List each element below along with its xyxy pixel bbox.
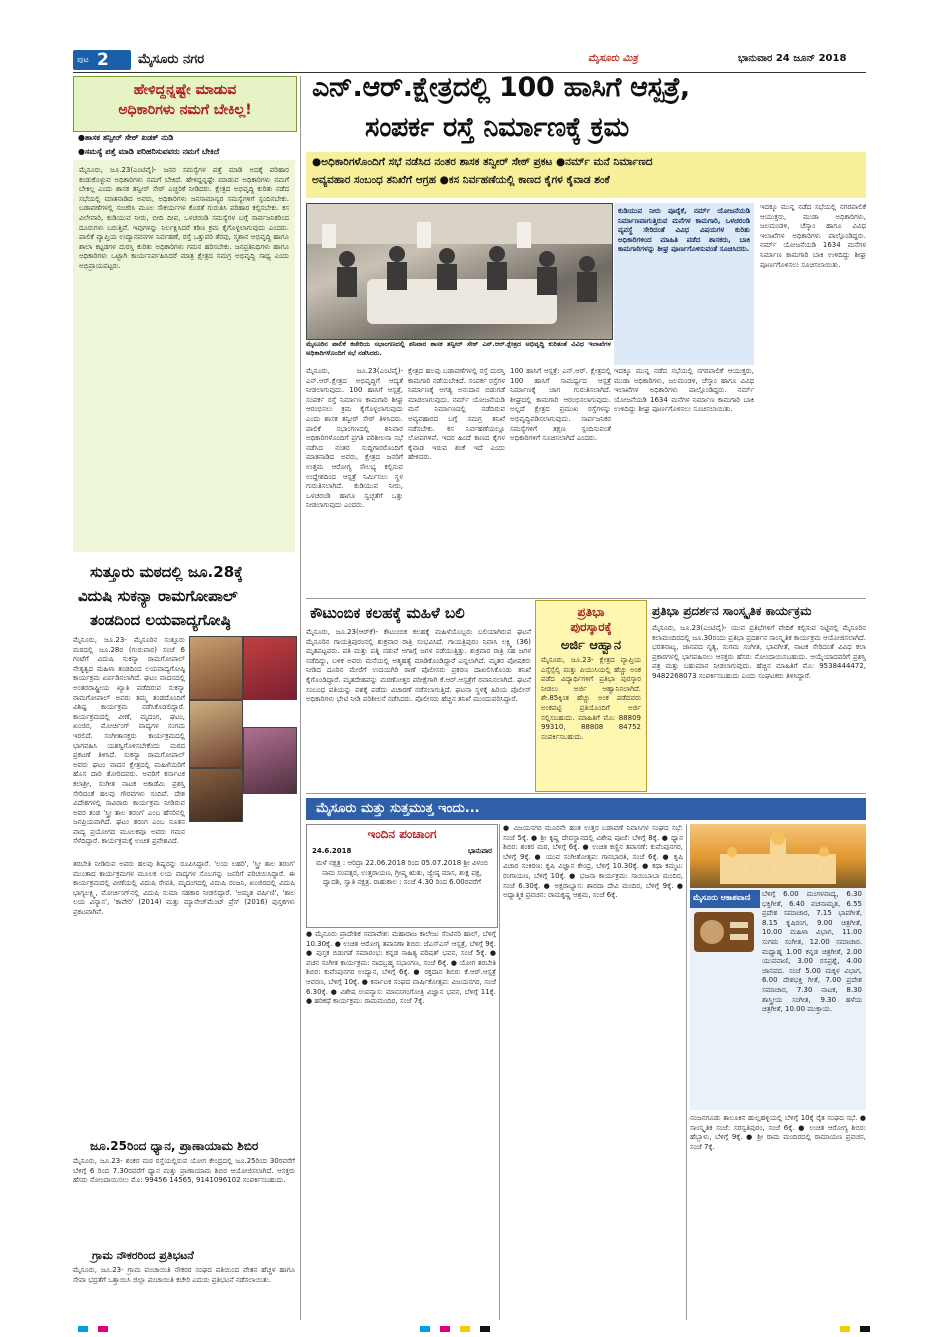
today-banner xyxy=(306,798,866,820)
panchanga-box xyxy=(306,824,498,928)
award-story xyxy=(535,600,647,792)
concert-photo-3 xyxy=(189,700,243,768)
award-headline-1: ಪ್ರತಿಭಾ xyxy=(577,605,605,619)
concert-headline-2: ವಿದುಷಿ ಸುಕನ್ಯಾ ರಾಮಗೋಪಾಲ್ xyxy=(78,587,238,605)
left-top-headline-box xyxy=(73,76,297,132)
family-headline: ಕೌಟುಂಬಿಕ ಕಲಹಕ್ಕೆ ಮಹಿಳೆ ಬಲಿ xyxy=(310,604,465,622)
lead-body-col-3: 100 ಹಾಸಿಗೆ ಆಸ್ಪತ್ರೆ: ಎನ್.ಆರ್. ಕ್ಷೇತ್ರದಲ್ಲಿ 100 ಹಾಸಿಗೆ ಸಾಮರ್ಥ್ಯದ ಆಸ್ಪತ್ರೆ ನಿರ್ಮಾಣಕ್ಕೆ ಜಾಗ ಗುರುತಿಸಲಾಗಿದೆ. ಶೀಘ್ರದಲ್ಲಿ ಕಾಮಗಾರಿ ಆರಂಭಿಸಲಾಗುವುದು. ಅಲ್ಲದೆ ಕ್ಷೇತ್ರದ ಪ್ರಮುಖ ರಸ್ತೆಗಳನ್ನು ಅಭಿವೃದ್ಧಿಪಡಿಸಲಾಗುವುದು. ಸಾರ್ವಜನಿಕರ ಸಮಸ್ಯೆಗಳಿಗೆ ತಕ್ಷಣ ಸ್ಪಂದಿಸುವಂತೆ ಅಧಿಕಾರಿಗಳಿಗೆ ಸೂಚಿಸಲಾಗಿದೆ ಎಂದರು. xyxy=(510,367,611,443)
family-body: ಮೈಸೂರು, ಜೂ.23(ಆರ್‌ಕೆ)- ಕೌಟುಂಬಿಕ ಕಲಹಕ್ಕೆ ಮಹಿಳೆಯೊಬ್ಬರು ಬಲಿಯಾಗಿರುವ ಘಟನೆ ಮೈಸೂರಿನ ಗಾಯತ್ರಿಪುರಂನಲ್ಲಿ ಶುಕ್ರವಾರ ರಾತ್ರಿ ಸಂಭವಿಸಿದೆ. ಗಾಯತ್ರಿಪುರಂ ನಿವಾಸಿ ಲಕ್ಷ್ಮಿ (36) ಮೃತಪಟ್ಟವರು. ಪತಿ ಮತ್ತು ಪತ್ನಿ ನಡುವೆ ಆಗಾಗ್ಗೆ ಜಗಳ ನಡೆಯುತ್ತಿತ್ತು. ಶುಕ್ರವಾರ ರಾತ್ರಿ ಸಹ ಜಗಳ ನಡೆದಿದ್ದು, ಬಳಿಕ ಅವರು ಮನೆಯಲ್ಲಿ ಆತ್ಮಹತ್ಯೆ ಮಾಡಿಕೊಂಡಿದ್ದಾರೆ ಎನ್ನಲಾಗಿದೆ. ಮೃತರ ಪೋಷಕರು ನೀಡಿದ ದೂರಿನ ಮೇರೆಗೆ ಉದಯಗಿರಿ ಠಾಣೆ ಪೊಲೀಸರು ಪ್ರಕರಣ ದಾಖಲಿಸಿಕೊಂಡು ತನಿಖೆ ಕೈಗೊಂಡಿದ್ದಾರೆ. ಮೃತದೇಹವನ್ನು ಮರಣೋತ್ತರ ಪರೀಕ್ಷೆಗಾಗಿ ಕೆ.ಆರ್.ಆಸ್ಪತ್ರೆಗೆ ರವಾನಿಸಲಾಗಿದೆ. ಘಟನೆ ಸಂಬಂಧ ಪತಿಯನ್ನು ವಶಕ್ಕೆ ಪಡೆದು ವಿಚಾರಣೆ ನಡೆಸಲಾಗುತ್ತಿದೆ. ಘಟನಾ ಸ್ಥಳಕ್ಕೆ ಹಿರಿಯ ಪೊಲೀಸ್ ಅಧಿಕಾರಿಗಳು ಭೇಟಿ ನೀಡಿ ಪರಿಶೀಲನೆ ನಡೆಸಿದರು. ಪೊಲೀಸರು ಹೆಚ್ಚಿನ ತನಿಖೆ ಮುಂದುವರಿಸಿದ್ದಾರೆ. xyxy=(306,628,531,704)
today-rule-2 xyxy=(686,824,687,1320)
left-top-body: ಮೈಸೂರು, ಜೂ.23(ಎಂಟಿವೈ)- ಜನರ ಸಮಸ್ಯೆಗಳ ಪತ್ತೆ ಮಾಡಿ ಅದಕ್ಕೆ ಪರಿಹಾರ ಕಂಡುಕೊಳ್ಳುವ ಅಧಿಕಾರಿಗಳು ನಮಗೆ ಬೇಕಿದೆ. ಹೇಳಿದ್ದನ್ನಷ್ಟೇ ಮಾಡುವ ಅಧಿಕಾರಿಗಳು ನಮಗೆ ಬೇಕಿಲ್ಲ ಎಂದು ಶಾಸಕ ತನ್ವೀರ್ ಸೇಠ್ ಎಚ್ಚರಿಕೆ ನೀಡಿದರು. ಕ್ಷೇತ್ರದ ಅಭಿವೃದ್ಧಿ ಕುರಿತು ನಡೆದ ಸಭೆಯಲ್ಲಿ ಮಾತನಾಡಿದ ಅವರು, ಅಧಿಕಾರಿಗಳು ಜನಸಾಮಾನ್ಯರ ಸಮಸ್ಯೆಗಳಿಗೆ ಸ್ಪಂದಿಸಬೇಕು. ಬಡಾವಣೆಗಳಲ್ಲಿ ಸಂಚರಿಸಿ ಮೂಲ ಸೌಕರ್ಯಗಳ ಕೊರತೆ ಗುರುತಿಸಿ ಪರಿಹಾರ ಕಲ್ಪಿಸಬೇಕು. ಕಸ ವಿಲೇವಾರಿ, ಕುಡಿಯುವ ನೀರು, ಬೀದಿ ದೀಪ, ಒಳಚರಂಡಿ ಸಮಸ್ಯೆಗಳ ಬಗ್ಗೆ ಸಾರ್ವಜನಿಕರಿಂದ ದೂರುಗಳು ಬರುತ್ತಿವೆ. ಇವುಗಳನ್ನು ನಿರ್ಲಕ್ಷಿಸಿದರೆ ಕಠಿಣ ಕ್ರಮ ಕೈಗೊಳ್ಳಲಾಗುವುದು ಎಂದರು. ಪಾಲಿಕೆ ವ್ಯಾಪ್ತಿಯ ಉದ್ಯಾನವನಗಳ ನಿರ್ವಹಣೆ, ರಸ್ತೆ ಒತ್ತುವರಿ ತೆರವು, ಸ್ಮಶಾನ ಅಭಿವೃದ್ಧಿ ಹಾಗೂ ಶಾಲಾ ಕಟ್ಟಡಗಳ ದುರಸ್ತಿ ಕುರಿತು ಅಧಿಕಾರಿಗಳು ಗಮನ ಹರಿಸಬೇಕು. ಜನಪ್ರತಿನಿಧಿಗಳು ಹಾಗೂ ಅಧಿಕಾರಿಗಳು ಒಟ್ಟಾಗಿ ಕಾರ್ಯನಿರ್ವಹಿಸಿದರೆ ಮಾತ್ರ ಕ್ಷೇತ್ರದ ಸಮಗ್ರ ಅಭಿವೃದ್ಧಿ ಸಾಧ್ಯ ಎಂದು ಅಭಿಪ್ರಾಯಪಟ್ಟರು. xyxy=(79,166,289,270)
palace-image xyxy=(690,824,866,888)
yoga-headline: ಜೂ.25ರಿಂದ ಧ್ಯಾನ, ಪ್ರಾಣಾಯಾಮ ಶಿಬಿರ xyxy=(90,1139,259,1153)
award-headline-3: ಅರ್ಜಿ ಆಹ್ವಾನ xyxy=(560,638,622,653)
lead-headline-2: ಸಂಪರ್ಕ ರಸ್ತೆ ನಿರ್ಮಾಣಕ್ಕೆ ಕ್ರಮ xyxy=(365,112,629,143)
lead-highlight-box xyxy=(614,203,754,365)
concert-body-2: ತರಬೇತಿ ನೀಡಿರುವ ಅವರು ಹಲವು ಶಿಷ್ಯರನ್ನು ರೂಪಿಸಿದ್ದಾರೆ. 'ಲಯ ಲಹರಿ', 'ಸ್ತ್ರೀ ತಾಲ ತರಂಗ' ಮುಂತಾದ ಕಾರ್ಯಕ್ರಮಗಳ ಮೂಲಕ ಲಯ ವಾದ್ಯಗಳ ಸೊಬಗನ್ನು ಜನರಿಗೆ ಪರಿಚಯಿಸಿದ್ದಾರೆ. ಈ ಕಾರ್ಯಕ್ರಮದಲ್ಲಿ ವೀಣೆಯಲ್ಲಿ ವಿದುಷಿ ರೇವತಿ, ಮೃದಂಗದಲ್ಲಿ ವಿದುಷಿ ರಂಜನಿ, ಖಂಜಿರದಲ್ಲಿ ವಿದುಷಿ ಭಾಗ್ಯಲಕ್ಷ್ಮಿ, ಮೋರ್ಚಿಂಗ್‌ನಲ್ಲಿ ವಿದುಷಿ ಸುಮಾ ಸಹಕಾರ ನೀಡಲಿದ್ದಾರೆ. 'ಅಮೃತ ವರ್ಷಿಣಿ', 'ತಾಲ ಲಯ ವಿನ್ಯಾಸ', 'ಕಾವೇರಿ' (2014) ಮತ್ತು ಮ್ಯಾನೇಜ್‌ಮೆಂಟ್ ಪ್ರೆಸ್ (2016) ಪುಸ್ತಕಗಳು ಪ್ರಕಟವಾಗಿವೆ. xyxy=(73,860,295,916)
protest-body: ಮೈಸೂರು, ಜೂ.23- ಗ್ರಾಮ ಪಂಚಾಯಿತಿ ನೌಕರರ ಸಂಘದ ವತಿಯಿಂದ ವೇತನ ಹೆಚ್ಚಳ ಹಾಗೂ ಸೇವಾ ಭದ್ರತೆಗೆ ಒತ್ತಾಯಿಸಿ ಜಿಲ್ಲಾ ಪಂಚಾಯಿತಿ ಕಚೇರಿ ಎದುರು ಪ್ರತಿಭಟನೆ ನಡೆಸಲಾಯಿತು. xyxy=(73,1266,295,1284)
concert-headline-1: ಸುತ್ತೂರು ಮಠದಲ್ಲಿ ಜೂ.28ಕ್ಕೆ xyxy=(90,563,243,581)
today-banner-text: ಮೈಸೂರು ಮತ್ತು ಸುತ್ತಮುತ್ತ ಇಂದು... xyxy=(316,801,480,816)
lead-photo-meeting xyxy=(306,203,613,340)
left-top-bullet-2: ●ಸಮಸ್ಯೆ ಪತ್ತೆ ಮಾಡಿ ಪರಿಹರಿಸುವವರು ನಮಗೆ ಬೇಕಿದೆ xyxy=(78,147,220,156)
meeting-photo-graphic xyxy=(307,204,612,339)
concert-headline-3: ತಂಡದಿಂದ ಲಯವಾದ್ಯಗೋಷ್ಠಿ xyxy=(90,611,231,629)
concert-photo-4 xyxy=(189,768,243,822)
lead-body-col-1: ಮೈಸೂರು, ಜೂ.23(ಎಂಟಿವೈ)- ಎನ್.ಆರ್.ಕ್ಷೇತ್ರದ ಅಭಿವೃದ್ಧಿಗೆ ಆದ್ಯತೆ ನೀಡಲಾಗುವುದು. 100 ಹಾಸಿಗೆ ಆಸ್ಪತ್ರೆ, ಸಂಪರ್ಕ ರಸ್ತೆ ನಿರ್ಮಾಣ ಕಾಮಗಾರಿ ಶೀಘ್ರ ಆರಂಭಿಸಲು ಕ್ರಮ ಕೈಗೊಳ್ಳಲಾಗುವುದು ಎಂದು ಶಾಸಕ ತನ್ವೀರ್ ಸೇಠ್ ತಿಳಿಸಿದರು. ಪಾಲಿಕೆ ಸಭಾಂಗಣದಲ್ಲಿ ಶನಿವಾರ ಅಧಿಕಾರಿಗಳೊಂದಿಗೆ ಪ್ರಗತಿ ಪರಿಶೀಲನಾ ಸಭೆ ನಡೆಸಿದ ನಂತರ ಸುದ್ದಿಗಾರರೊಂದಿಗೆ ಮಾತನಾಡಿದ ಅವರು, ಕ್ಷೇತ್ರದ ಜನರಿಗೆ ಉತ್ತಮ ಆರೋಗ್ಯ ಸೌಲಭ್ಯ ಕಲ್ಪಿಸುವ ಉದ್ದೇಶದಿಂದ ಆಸ್ಪತ್ರೆ ನಿರ್ಮಿಸಲು ಸ್ಥಳ ಗುರುತಿಸಲಾಗಿದೆ. ಕುಡಿಯುವ ನೀರು, ಒಳಚರಂಡಿ ಹಾಗೂ ಸ್ವಚ್ಛತೆಗೆ ಒತ್ತು ನೀಡಲಾಗುವುದು ಎಂದರು. xyxy=(306,367,403,510)
lead-photo-caption: ಮೈಸೂರಿನ ಪಾಲಿಕೆ ಕಚೇರಿಯ ಸಭಾಂಗಣದಲ್ಲಿ ಶನಿವಾರ ಶಾಸಕ ತನ್ವೀರ್ ಸೇಠ್ ಎನ್.ಆರ್.ಕ್ಷೇತ್ರದ ಅಭಿವೃದ್ಧಿ ಕುರಿತಂತೆ ವಿವಿಧ ಇಲಾಖೆಗಳ ಅಧಿಕಾರಿಗಳೊಂದಿಗೆ ಸಭೆ ನಡೆಸಿದರು. xyxy=(306,340,611,357)
left-top-bullet-1: ●ಶಾಸಕ ತನ್ವೀರ್ ಸೇಠ್ ಖಡಕ್ ನುಡಿ xyxy=(78,133,174,142)
left-column-rule xyxy=(300,76,301,1320)
left-top-body-box xyxy=(73,160,295,552)
mid-rule xyxy=(306,793,866,794)
concert-photo-5 xyxy=(243,727,297,794)
bottom-right-events: ನಂಜನಗೂಡು ತಾಲೂಕಿನ ಹುಲ್ಲಹಳ್ಳಿಯಲ್ಲಿ ಬೆಳಿಗ್ಗೆ 10ಕ್ಕೆ ರೈತ ಸಂಘದ ಸಭೆ. ● ಸಾಂಸ್ಕೃತಿಕ ಸಂಜೆ: ಸರಸ್ವತಿಪುರಂ, ಸಂಜೆ 6ಕ್ಕೆ. ● ಉಚಿತ ಆರೋಗ್ಯ ಶಿಬಿರ: ಹೆಬ್ಬಾಳು, ಬೆಳಿಗ್ಗೆ 9ಕ್ಕೆ. ● ಶ್ರೀ ರಾಮ ಮಂದಿರದಲ್ಲಿ ರಾಮಾಯಣ ಪ್ರವಚನ, ಸಂಜೆ 7ಕ್ಕೆ. xyxy=(690,1114,866,1151)
lead-bottom-rule xyxy=(306,598,866,599)
protest-headline: ಗ್ರಾಮ ನೌಕರರಿಂದ ಪ್ರತಿಭಟನೆ xyxy=(92,1249,194,1262)
page-label: ಪುಟ xyxy=(77,55,89,64)
masthead: ಮೈಸೂರು ಮಿತ್ರ xyxy=(588,53,638,64)
award-body: ಮೈಸೂರು, ಜೂ.23- ಕ್ಷೇತ್ರದ ವ್ಯಾಪ್ತಿಯ ಎಸ್ಸೆಸ್ಸೆಲ್ಸಿ ಮತ್ತು ಪಿಯುಸಿಯಲ್ಲಿ ಹೆಚ್ಚು ಅಂಕ ಪಡೆದ ವಿದ್ಯಾರ್ಥಿಗಳಿಗೆ ಪ್ರತಿಭಾ ಪುರಸ್ಕಾರ ನೀಡಲು ಅರ್ಜಿ ಆಹ್ವಾನಿಸಲಾಗಿದೆ. ಶೇ.85ಕ್ಕಿಂತ ಹೆಚ್ಚು ಅಂಕ ಪಡೆದವರು ಅಂಕಪಟ್ಟಿ ಪ್ರತಿಯೊಂದಿಗೆ ಅರ್ಜಿ ಸಲ್ಲಿಸಬಹುದು. ಮಾಹಿತಿಗೆ ಮೊ: 88809 99310, 88808 84752 ಸಂಪರ್ಕಿಸಬಹುದು. xyxy=(541,656,641,741)
panchanga-title: ಇಂದಿನ ಪಂಚಾಂಗ xyxy=(367,827,437,841)
concert-photo-2 xyxy=(243,636,297,700)
issue-date: ಭಾನುವಾರ 24 ಜೂನ್ 2018 xyxy=(738,53,847,64)
lead-subhead-bar xyxy=(306,152,866,198)
page-number-box xyxy=(73,50,131,70)
panchanga-day: ಭಾನುವಾರ xyxy=(467,847,492,855)
today-events-col-2: ● ವಿಜಯನಗರ ಮೂರನೇ ಹಂತ ಉತ್ತರ ಬಡಾವಣೆ ನಿವಾಸಿಗಳ ಸಂಘದ ಸಭೆ: ಸಂಜೆ 5ಕ್ಕೆ. ● ಶ್ರೀ ಕೃಷ್ಣ ದೇವಸ್ಥಾನದಲ್ಲಿ ವಿಶೇಷ ಪೂಜೆ: ಬೆಳಿಗ್ಗೆ 8ಕ್ಕೆ. ● ಧ್ಯಾನ ಶಿಬಿರ: ಶಂಕರ ಮಠ, ಬೆಳಿಗ್ಗೆ 6ಕ್ಕೆ. ● ಉಚಿತ ಕಣ್ಣಿನ ತಪಾಸಣೆ: ಕುವೆಂಪುನಗರ, ಬೆಳಿಗ್ಗೆ 9ಕ್ಕೆ. ● ಯುವ ಸಂಗೀತೋತ್ಸವ: ಗಾನಭಾರತಿ, ಸಂಜೆ 6ಕ್ಕೆ. ● ಕೃಷಿ ವಿಚಾರ ಸಂಕಿರಣ: ಕೃಷಿ ವಿಜ್ಞಾನ ಕೇಂದ್ರ, ಬೆಳಿಗ್ಗೆ 10.30ಕ್ಕೆ. ● ಕಥಾ ಕಮ್ಮಟ: ರಂಗಾಯಣ, ಬೆಳಿಗ್ಗೆ 10ಕ್ಕೆ. ● ಭಜನಾ ಕಾರ್ಯಕ್ರಮ: ಸಾಯಿಬಾಬಾ ಮಂದಿರ, ಸಂಜೆ 6.30ಕ್ಕೆ. ● ಅಕ್ಷರಾಭ್ಯಾಸ: ಶಾರದಾ ದೇವಿ ಮಂದಿರ, ಬೆಳಿಗ್ಗೆ 9ಕ್ಕೆ. ● ಅಧ್ಯಾತ್ಮಿಕ ಪ್ರವಚನ: ರಾಮಕೃಷ್ಣ ಆಶ್ರಮ, ಸಂಜೆ 6ಕ್ಕೆ. xyxy=(503,824,683,900)
lead-highlight-text: ಕುಡಿಯುವ ನೀರು ಪೂರೈಕೆ, ನರ್ಮ್ ಯೋಜನೆಯಡಿ ನಿರ್ಮಾಣವಾಗುತ್ತಿರುವ ಮನೆಗಳ ಕಾಮಗಾರಿ, ಒಳಚರಂಡಿ ವ್ಯವಸ್ಥೆ ಸೇರಿದಂತೆ ವಿವಿಧ ವಿಷಯಗಳ ಕುರಿತು ಅಧಿಕಾರಿಗಳಿಂದ ಮಾಹಿತಿ ಪಡೆದ ಶಾಸಕರು, ಬಾಕಿ ಕಾಮಗಾರಿಗಳನ್ನು ಶೀಘ್ರ ಪೂರ್ಣಗೊಳಿಸುವಂತೆ ಸೂಚಿಸಿದರು. xyxy=(618,207,750,254)
radio-schedule: ಬೆಳಿಗ್ಗೆ 6.00 ಮಂಗಳವಾದ್ಯ, 6.30 ಭಕ್ತಿಗೀತೆ, 6.40 ವಚನಾಮೃತ, 6.55 ಪ್ರದೇಶ ಸಮಾಚಾರ, 7.15 ಭಾವಗೀತೆ, 8.15 ಕೃಷಿರಂಗ, 9.00 ಚಿತ್ರಗೀತೆ, 10.00 ಮಹಿಳಾ ವಿಭಾಗ, 11.00 ಸುಗಮ ಸಂಗೀತ, 12.00 ಸಮಾಚಾರ. ಮಧ್ಯಾಹ್ನ 1.00 ಕನ್ನಡ ಚಿತ್ರಗೀತೆ, 2.00 ಯುವವಾಣಿ, 3.00 ರಸಪ್ರಶ್ನೆ, 4.00 ಜಾನಪದ. ಸಂಜೆ 5.00 ಮಕ್ಕಳ ವಿಭಾಗ, 6.00 ದೇಶಭಕ್ತಿ ಗೀತೆ, 7.00 ಪ್ರದೇಶ ಸಮಾಚಾರ, 7.30 ನಾಟಕ, 8.30 ಶಾಸ್ತ್ರೀಯ ಸಂಗೀತ, 9.30 ಹಳೆಯ ಚಿತ್ರಗೀತೆ, 10.00 ಮುಕ್ತಾಯ. xyxy=(762,890,862,1014)
lead-body-col-4: ಇದಕ್ಕೂ ಮುನ್ನ ನಡೆದ ಸಭೆಯಲ್ಲಿ ನಗರಪಾಲಿಕೆ ಆಯುಕ್ತರು, ಮುಡಾ ಅಧಿಕಾರಿಗಳು, ಜಲಮಂಡಳಿ, ಚೆಸ್ಕಾಂ ಹಾಗೂ ವಿವಿಧ ಇಲಾಖೆಗಳ ಅಧಿಕಾರಿಗಳು ಪಾಲ್ಗೊಂಡಿದ್ದರು. ನರ್ಮ್ ಯೋಜನೆಯಡಿ 1634 ಮನೆಗಳ ನಿರ್ಮಾಣ ಕಾಮಗಾರಿ ಬಾಕಿ ಉಳಿದಿದ್ದು ಶೀಘ್ರ ಪೂರ್ಣಗೊಳಿಸಲು ಸೂಚಿಸಲಾಯಿತು. xyxy=(614,367,754,414)
cultural-body: ಮೈಸೂರು, ಜೂ.23(ಎಂಟಿವೈ)- ಯುವ ಪ್ರತಿಭೆಗಳಿಗೆ ವೇದಿಕೆ ಕಲ್ಪಿಸುವ ನಿಟ್ಟಿನಲ್ಲಿ ಮೈಸೂರಿನ ಕಲಾಮಂದಿರದಲ್ಲಿ ಜೂ.30ರಂದು ಪ್ರತಿಭಾ ಪ್ರದರ್ಶನ ಸಾಂಸ್ಕೃತಿಕ ಕಾರ್ಯಕ್ರಮ ಆಯೋಜಿಸಲಾಗಿದೆ. ಭರತನಾಟ್ಯ, ಜಾನಪದ ನೃತ್ಯ, ಸುಗಮ ಸಂಗೀತ, ಭಾವಗೀತೆ, ನಾಟಕ ಸೇರಿದಂತೆ ವಿವಿಧ ಕಲಾ ಪ್ರಕಾರಗಳಲ್ಲಿ ಭಾಗವಹಿಸಲು ಆಸಕ್ತರು ಹೆಸರು ನೋಂದಾಯಿಸಬಹುದು. ಆಯ್ಕೆಯಾದವರಿಗೆ ಪ್ರಶಸ್ತಿ ಪತ್ರ ಮತ್ತು ಬಹುಮಾನ ನೀಡಲಾಗುವುದು. ಹೆಚ್ಚಿನ ಮಾಹಿತಿಗೆ ಮೊ: 9538444472, 9482268073 ಸಂಪರ್ಕಿಸಬಹುದು ಎಂದು ಸಂಘಟಕರು ತಿಳಿಸಿದ್ದಾರೆ. xyxy=(652,624,866,680)
radio-icon xyxy=(694,912,754,952)
radio-title: ಮೈಸೂರು ಆಕಾಶವಾಣಿ xyxy=(693,893,751,902)
cultural-headline: ಪ್ರತಿಭಾ ಪ್ರದರ್ಶನ ಸಾಂಸ್ಕೃತಿಕ ಕಾರ್ಯಕ್ರಮ xyxy=(652,604,812,618)
radio-box xyxy=(690,824,866,1110)
lead-subhead-2: ಅವ್ಯವಹಾರ ಸಂಬಂಧ ತನಿಖೆಗೆ ಆಗ್ರಹ ●ಕಸ ನಿರ್ವಹಣೆಯಲ್ಲಿ ಕಾಣದ ಕೈಗಳ ಕೈವಾಡ ಶಂಕೆ xyxy=(312,174,610,186)
panchanga-body: ಮಳೆ ನಕ್ಷತ್ರ : ಆರಿದ್ರಾ 22.06.2018 ರಿಂದ 05.07.2018 ಶ್ರೀ ವಿಳಂಬಿ ನಾಮ ಸಂವತ್ಸರ, ಉತ್ತರಾಯಣ, ಗ್ರೀಷ್ಮ ಋತು, ಜ್ಯೇಷ್ಠ ಮಾಸ, ಶುಕ್ಲ ಪಕ್ಷ, ದ್ವಾದಶಿ, ಸ್ವಾತಿ ನಕ್ಷತ್ರ. ರಾಹುಕಾಲ : ಸಂಜೆ 4.30 ರಿಂದ 6.00ರವರೆಗೆ xyxy=(316,859,488,887)
page-number: 2 xyxy=(97,50,109,70)
left-top-headline-1: ಹೇಳಿದ್ದನ್ನಷ್ಟೇ ಮಾಡುವ xyxy=(133,82,237,98)
today-events-col-1: ● ಮೈಸೂರು ಪ್ರಾದೇಶಿಕ ಸಮಾವೇಶ: ಮಹಾರಾಜ ಕಾಲೇಜು ಸೆಂಟಿನರಿ ಹಾಲ್, ಬೆಳಿಗ್ಗೆ 10.30ಕ್ಕೆ. ● ಉಚಿತ ಆರೋಗ್ಯ ತಪಾಸಣಾ ಶಿಬಿರ: ಜೆಎಸ್‌ಎಸ್ ಆಸ್ಪತ್ರೆ, ಬೆಳಿಗ್ಗೆ 9ಕ್ಕೆ. ● ಪುಸ್ತಕ ಬಿಡುಗಡೆ ಸಮಾರಂಭ: ಕನ್ನಡ ಸಾಹಿತ್ಯ ಪರಿಷತ್ ಭವನ, ಸಂಜೆ 5ಕ್ಕೆ. ● ವಚನ ಸಂಗೀತ ಕಾರ್ಯಕ್ರಮ: ನಾದಬ್ರಹ್ಮ ಸಭಾಂಗಣ, ಸಂಜೆ 6ಕ್ಕೆ. ● ಯೋಗ ತರಬೇತಿ ಶಿಬಿರ: ಕುವೆಂಪುನಗರ ಉದ್ಯಾನ, ಬೆಳಿಗ್ಗೆ 6ಕ್ಕೆ. ● ರಕ್ತದಾನ ಶಿಬಿರ: ಕೆ.ಆರ್.ಆಸ್ಪತ್ರೆ ಆವರಣ, ಬೆಳಿಗ್ಗೆ 10ಕ್ಕೆ. ● ಕರ್ನಾಟಕ ಸಂಘದ ವಾರ್ಷಿಕೋತ್ಸವ: ವಿಜಯನಗರ, ಸಂಜೆ 6.30ಕ್ಕೆ. ● ವಿಶೇಷ ಉಪನ್ಯಾಸ: ಮಾನಸಗಂಗೋತ್ರಿ ವಿಜ್ಞಾನ ಭವನ, ಬೆಳಿಗ್ಗೆ 11ಕ್ಕೆ. ● ಹರಿಕಥೆ ಕಾರ್ಯಕ್ರಮ: ರಾಮಮಂದಿರ, ಸಂಜೆ 7ಕ್ಕೆ. xyxy=(306,930,496,1006)
today-rule-1 xyxy=(499,824,500,1320)
concert-body: ಮೈಸೂರು, ಜೂ.23- ಮೈಸೂರಿನ ಸುತ್ತೂರು ಮಠದಲ್ಲಿ ಜೂ.28ರ (ಗುರುವಾರ) ಸಂಜೆ 6 ಗಂಟೆಗೆ ವಿದುಷಿ ಸುಕನ್ಯಾ ರಾಮಗೋಪಾಲ್ ನೇತೃತ್ವದ ಮಹಿಳಾ ತಂಡದಿಂದ ಲಯವಾದ್ಯಗೋಷ್ಠಿ ಕಾರ್ಯಕ್ರಮ ಏರ್ಪಡಿಸಲಾಗಿದೆ. ಘಟಂ ವಾದನದಲ್ಲಿ ಅಂತರರಾಷ್ಟ್ರೀಯ ಖ್ಯಾತಿ ಪಡೆದಿರುವ ಸುಕನ್ಯಾ ರಾಮಗೋಪಾಲ್ ಅವರು ತಮ್ಮ ತಂಡದೊಂದಿಗೆ ವಿಶಿಷ್ಟ ಕಾರ್ಯಕ್ರಮ ನಡೆಸಿಕೊಡಲಿದ್ದಾರೆ. ಕಾರ್ಯಕ್ರಮದಲ್ಲಿ ವೀಣೆ, ಮೃದಂಗ, ಘಟಂ, ಖಂಜಿರ, ಮೋರ್ಚಿಂಗ್ ವಾದ್ಯಗಳ ಸಂಗಮ ಇರಲಿದೆ. ಸಂಗೀತಾಸಕ್ತರು ಕಾರ್ಯಕ್ರಮದಲ್ಲಿ ಭಾಗವಹಿಸಿ ಯಶಸ್ವಿಗೊಳಿಸಬೇಕೆಂದು ಮಠದ ಪ್ರಕಟಣೆ ತಿಳಿಸಿದೆ. ಸುಕನ್ಯಾ ರಾಮಗೋಪಾಲ್ ಅವರು ಘಟಂ ವಾದನ ಕ್ಷೇತ್ರದಲ್ಲಿ ಮಹಿಳೆಯರಿಗೆ ಹೊಸ ದಾರಿ ತೋರಿದವರು. ಅವರಿಗೆ ಕರ್ನಾಟಕ ಕಲಾಶ್ರೀ, ಸಂಗೀತ ನಾಟಕ ಅಕಾಡೆಮಿ ಪ್ರಶಸ್ತಿ ಸೇರಿದಂತೆ ಹಲವು ಗೌರವಗಳು ಸಂದಿವೆ. ದೇಶ ವಿದೇಶಗಳಲ್ಲಿ ಸಾವಿರಾರು ಕಾರ್ಯಕ್ರಮ ನೀಡಿರುವ ಅವರ ತಂಡ 'ಸ್ತ್ರೀ ತಾಲ ತರಂಗ' ಎಂಬ ಹೆಸರಿನಲ್ಲಿ ಜನಪ್ರಿಯವಾಗಿದೆ. ಘಟಂ ತರಂಗ ಎಂಬ ನೂತನ ವಾದ್ಯ ಪ್ರಯೋಗದ ಮೂಲಕವೂ ಅವರು ಗಮನ ಸೆಳೆದಿದ್ದಾರೆ. ಕಾರ್ಯಕ್ರಮಕ್ಕೆ ಉಚಿತ ಪ್ರವೇಶವಿದೆ. xyxy=(73,636,185,846)
left-top-headline-2: ಅಧಿಕಾರಿಗಳು ನಮಗೆ ಬೇಕಿಲ್ಲ! xyxy=(118,102,252,118)
award-headline-2: ಪುರಸ್ಕಾರಕ್ಕೆ xyxy=(570,620,612,634)
yoga-body: ಮೈಸೂರು, ಜೂ.23- ಶಂಕರ ಮಠ ರಸ್ತೆಯಲ್ಲಿರುವ ಯೋಗ ಕೇಂದ್ರದಲ್ಲಿ ಜೂ.25ರಿಂದ 30ರವರೆಗೆ ಬೆಳಿಗ್ಗೆ 6 ರಿಂದ 7.30ರವರೆಗೆ ಧ್ಯಾನ ಮತ್ತು ಪ್ರಾಣಾಯಾಮ ಶಿಬಿರ ಆಯೋಜಿಸಲಾಗಿದೆ. ಆಸಕ್ತರು ಹೆಸರು ನೋಂದಾಯಿಸಲು ಮೊ: 99456 14565, 9141096102 ಸಂಪರ್ಕಿಸಬಹುದು. xyxy=(73,1157,295,1185)
lead-subhead-1: ●ಅಧಿಕಾರಿಗಳೊಂದಿಗೆ ಸಭೆ ನಡೆಸಿದ ನಂತರ ಶಾಸಕ ತನ್ವೀರ್ ಸೇಠ್ ಪ್ರಕಟ ●ನರ್ಮ್ ಮನೆ ನಿರ್ಮಾಣದ xyxy=(312,156,653,168)
concert-photo-1 xyxy=(189,636,243,700)
section-name: ಮೈಸೂರು ನಗರ xyxy=(138,52,205,67)
palace-graphic xyxy=(690,824,866,888)
lead-headline-1: ಎನ್.ಆರ್.ಕ್ಷೇತ್ರದಲ್ಲಿ 100 ಹಾಸಿಗೆ ಆಸ್ಪತ್ರೆ, xyxy=(312,72,690,103)
panchanga-date: 24.6.2018 xyxy=(312,847,352,855)
lead-body-col-5: ಇದಕ್ಕೂ ಮುನ್ನ ನಡೆದ ಸಭೆಯಲ್ಲಿ ನಗರಪಾಲಿಕೆ ಆಯುಕ್ತರು, ಮುಡಾ ಅಧಿಕಾರಿಗಳು, ಜಲಮಂಡಳಿ, ಚೆಸ್ಕಾಂ ಹಾಗೂ ವಿವಿಧ ಇಲಾಖೆಗಳ ಅಧಿಕಾರಿಗಳು ಪಾಲ್ಗೊಂಡಿದ್ದರು. ನರ್ಮ್ ಯೋಜನೆಯಡಿ 1634 ಮನೆಗಳ ನಿರ್ಮಾಣ ಕಾಮಗಾರಿ ಬಾಕಿ ಉಳಿದಿದ್ದು ಶೀಘ್ರ ಪೂರ್ಣಗೊಳಿಸಲು ಸೂಚಿಸಲಾಯಿತು. xyxy=(760,203,866,269)
radio-title-band xyxy=(690,890,760,908)
lead-body-col-2: ಕ್ಷೇತ್ರದ ಹಲವು ಬಡಾವಣೆಗಳಲ್ಲಿ ರಸ್ತೆ ದುರಸ್ತಿ ಕಾಮಗಾರಿ ನಡೆಯಬೇಕಿದೆ. ಸಂಪರ್ಕ ರಸ್ತೆಗಳ ನಿರ್ಮಾಣಕ್ಕೆ ಅಗತ್ಯ ಅನುದಾನ ಬಿಡುಗಡೆ ಮಾಡಲಾಗುವುದು. ನರ್ಮ್ ಯೋಜನೆಯಡಿ ಮನೆ ನಿರ್ಮಾಣದಲ್ಲಿ ನಡೆದಿರುವ ಅವ್ಯವಹಾರದ ಬಗ್ಗೆ ಸಮಗ್ರ ತನಿಖೆ ನಡೆಸಬೇಕು. ಕಸ ನಿರ್ವಹಣೆಯಲ್ಲೂ ಲೋಪಗಳಿವೆ. ಇದರ ಹಿಂದೆ ಕಾಣದ ಕೈಗಳ ಕೈವಾಡ ಇರುವ ಶಂಕೆ ಇದೆ ಎಂದು ಹೇಳಿದರು. xyxy=(408,367,505,462)
